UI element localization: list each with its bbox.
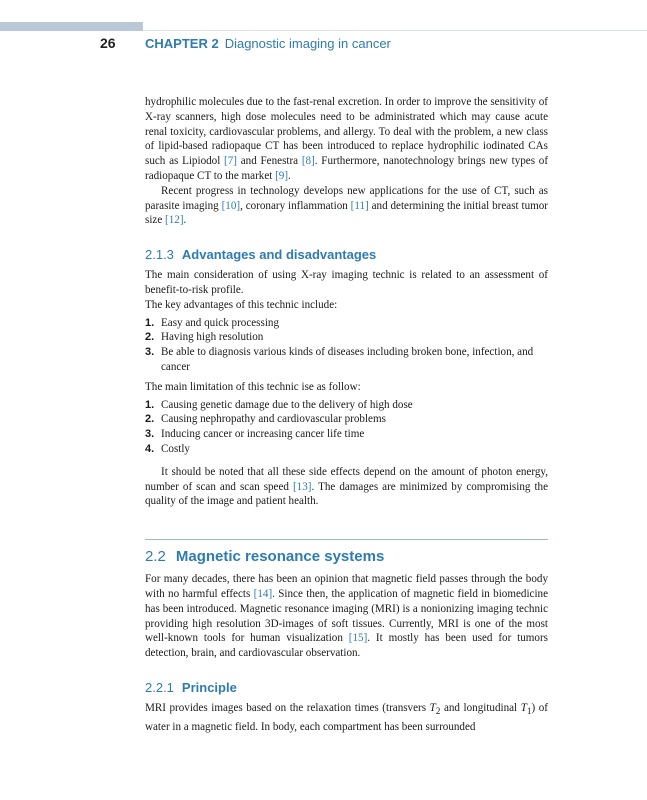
page-number: 26 — [100, 35, 116, 51]
header-rule — [143, 30, 647, 31]
limitations-list — [145, 398, 548, 457]
list-item — [145, 442, 548, 457]
paragraph — [145, 184, 548, 228]
section-title: Principle — [181, 679, 237, 695]
text-run: . — [288, 169, 291, 182]
list-number: 2. — [145, 331, 155, 344]
header-accent-bar — [0, 22, 143, 31]
section-heading-2-2-1 — [145, 680, 548, 696]
list-text: Causing nephropathy and cardiovascular problems — [161, 413, 386, 426]
citation-link[interactable]: [12] — [165, 214, 184, 227]
list-text: Easy and quick processing — [161, 316, 279, 329]
text-run: ) of water in a magnetic field. In body, each compartment has been surrounded — [145, 701, 548, 733]
page-body — [145, 95, 548, 735]
paragraph: The key advantages of this technic include: — [145, 298, 338, 311]
text-run: . Since then, the application of magnetic field in biomedicine has been introduced. Magnetic resonance imaging (MRI) is a nonionizing imaging technic providing high resolution 3D-images of soft tissues. Currently, MRI is one of the most well-known tools for human visualization — [145, 587, 549, 645]
list-number: 3. — [145, 346, 155, 359]
text-run: . The damages are minimized by compromising the quality of the image and patient health. — [145, 480, 548, 508]
list-item — [145, 330, 548, 345]
text-run: . Furthermore, nanotechnology brings new types of radiopaque CT to the market — [145, 155, 549, 182]
paragraph: The main limitation of this technic ise as follow: — [145, 380, 361, 393]
list-item — [145, 316, 548, 331]
section-heading-2-2 — [145, 539, 548, 566]
text-run: MRI provides images based on the relaxation times (transvers — [145, 701, 430, 714]
text-run: For many decades, there has been an opinion that magnetic field passes through the body with no harmful effects — [145, 573, 548, 600]
list-text: Having high resolution — [161, 331, 264, 344]
list-item — [145, 398, 548, 413]
list-text: Causing genetic damage due to the delivery of high dose — [161, 398, 413, 411]
text-run: hydrophilic molecules due to the fast-renal excretion. In order to improve the sensitivity of X-ray scanners, high dose molecules need to be administrated which may cause acute renal toxicity, cardiovascular problems, and allergy. To deal with the problem, a new class of lipid-based radiopaque CT has been introduced to replace hydrophilic iodinated CAs such as Lipiodol — [145, 96, 548, 168]
paragraph — [145, 95, 548, 184]
t1-symbol: T — [520, 701, 527, 714]
text-run: It should be noted that all these side effects depend on the amount of photon energy, number of scan and scan speed — [145, 465, 548, 493]
text-run: . It mostly has been used for tumors detection, brain, and cardiovascular observation. — [145, 632, 548, 660]
chapter-label: CHAPTER 2 — [145, 36, 219, 51]
list-item — [145, 412, 548, 427]
citation-link[interactable]: [10] — [221, 199, 241, 212]
t2-symbol: T — [429, 701, 436, 714]
list-text: Be able to diagnosis various kinds of diseases including broken bone, infection, and cancer — [161, 346, 534, 373]
section-number: 2.2 — [145, 548, 166, 566]
text-run: and Fenestra — [236, 155, 302, 168]
citation-link[interactable]: [13] — [292, 480, 312, 493]
list-number: 3. — [145, 428, 155, 441]
t2-subscript: 2 — [435, 707, 441, 718]
t1-subscript: 1 — [526, 707, 532, 718]
citation-link[interactable]: [9] — [275, 169, 289, 182]
section-heading-2-1-3 — [145, 247, 548, 263]
advantages-list — [145, 316, 548, 375]
citation-link[interactable]: [7] — [224, 155, 237, 168]
paragraph — [145, 465, 548, 509]
text-run: and determining the initial breast tumor size — [145, 199, 548, 227]
list-number: 1. — [145, 316, 155, 329]
text-run: , coronary inflammation — [240, 199, 351, 212]
section-title: Magnetic resonance systems — [175, 548, 385, 566]
citation-link[interactable]: [15] — [348, 632, 368, 645]
citation-link[interactable]: [11] — [350, 199, 369, 212]
paragraph: The main consideration of using X-ray imaging technic is related to an assessment of benefit-to-risk profile. — [145, 269, 548, 296]
list-text: Costly — [161, 442, 190, 455]
list-number: 2. — [145, 413, 155, 426]
section-number: 2.1.3 — [145, 247, 174, 263]
text-run: . — [183, 214, 187, 227]
section-title: Advantages and disadvantages — [181, 247, 377, 263]
list-number: 1. — [145, 398, 155, 411]
paragraph — [145, 572, 548, 661]
text-run: and longitudinal — [440, 701, 521, 714]
list-item — [145, 427, 548, 442]
citation-link[interactable]: [8] — [301, 155, 315, 168]
paragraph — [145, 701, 548, 735]
section-number: 2.2.1 — [145, 679, 174, 695]
citation-link[interactable]: [14] — [253, 587, 273, 600]
list-number: 4. — [145, 442, 155, 455]
chapter-title: Diagnostic imaging in cancer — [224, 36, 391, 51]
running-head — [145, 36, 391, 51]
text-run: Recent progress in technology develops new applications for the use of CT, such as parasite imaging — [145, 184, 548, 212]
list-text: Inducing cancer or increasing cancer life time — [161, 428, 365, 441]
list-item — [145, 345, 548, 375]
